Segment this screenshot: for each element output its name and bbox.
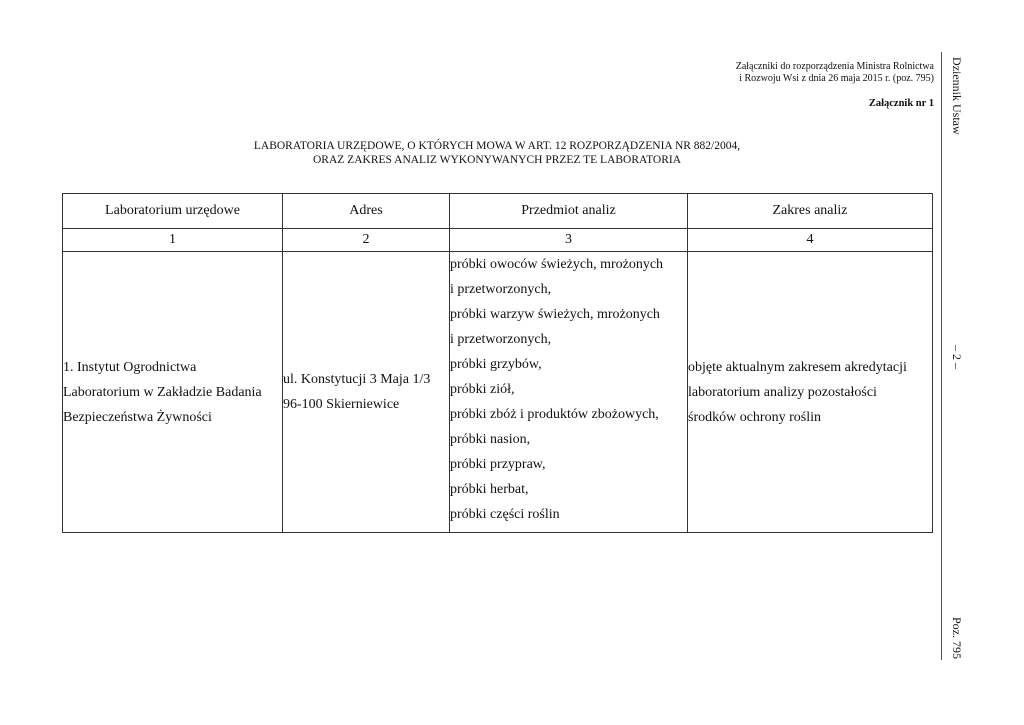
position-number: Poz. 795 [950,617,964,659]
table-row [63,252,933,533]
scope-line: objęte aktualnym zakresem akredytacji [688,359,907,375]
column-number: 2 [283,229,450,252]
subject-cell [450,252,688,533]
column-header-address: Adres [283,194,450,229]
subject-line: i przetworzonych, [450,332,552,347]
column-header-scope: Zakres analiz [688,194,933,229]
laboratory-line: Laboratorium w Zakładzie Badania [63,384,262,400]
laboratory-line: 1. Instytut Ogrodnictwa [63,359,197,375]
column-number-row [63,229,933,252]
column-header-subject: Przedmiot analiz [450,194,688,229]
subject-line: próbki warzyw świeżych, mrożonych [450,307,660,322]
laboratory-line: Bezpieczeństwa Żywności [63,409,212,425]
subject-line: próbki owoców świeżych, mrożonych [450,257,664,272]
laboratories-table [62,193,933,533]
column-number: 3 [450,229,688,252]
document-title-line1: LABORATORIA URZĘDOWE, O KTÓRYCH MOWA W ART. 12 ROZPORZĄDZENIA NR 882/2004, [253,140,741,152]
subject-line: próbki przypraw, [450,457,546,472]
subject-line: próbki nasion, [450,432,531,447]
annex-label: Załącznik nr 1 [868,98,934,109]
document-title-line2: ORAZ ZAKRES ANALIZ WYKONYWANYCH PRZEZ TE LABORATORIA [313,154,681,166]
column-header-laboratory: Laboratorium urzędowe [63,194,283,229]
column-number: 1 [63,229,283,252]
journal-name: Dziennik Ustaw [950,57,964,135]
subject-line: próbki zbóż i produktów zbożowych, [450,407,659,422]
subject-line: próbki grzybów, [450,357,542,372]
regulation-note-line1: Załączniki do rozporządzenia Ministra Rolnictwa [735,61,934,72]
regulation-note [736,61,934,85]
table-header-row [63,194,933,229]
address-line: 96-100 Skierniewice [283,397,400,412]
document-title [62,139,932,167]
address-line: ul. Konstytucji 3 Maja 1/3 [283,372,431,387]
subject-line: próbki herbat, [450,482,529,497]
scope-line: laboratorium analizy pozostałości [688,384,877,400]
subject-line: próbki ziół, [450,382,515,397]
laboratory-cell [63,252,283,533]
column-number: 4 [688,229,933,252]
regulation-note-line2: i Rozwoju Wsi z dnia 26 maja 2015 r. (poz. 795) [739,73,934,84]
address-cell [283,252,450,533]
subject-line: próbki części roślin [450,507,560,522]
scope-line: środków ochrony roślin [688,409,821,425]
margin-divider [941,52,942,660]
scope-cell [688,252,933,533]
page-number: – 2 – [950,345,964,369]
subject-line: i przetworzonych, [450,282,552,297]
